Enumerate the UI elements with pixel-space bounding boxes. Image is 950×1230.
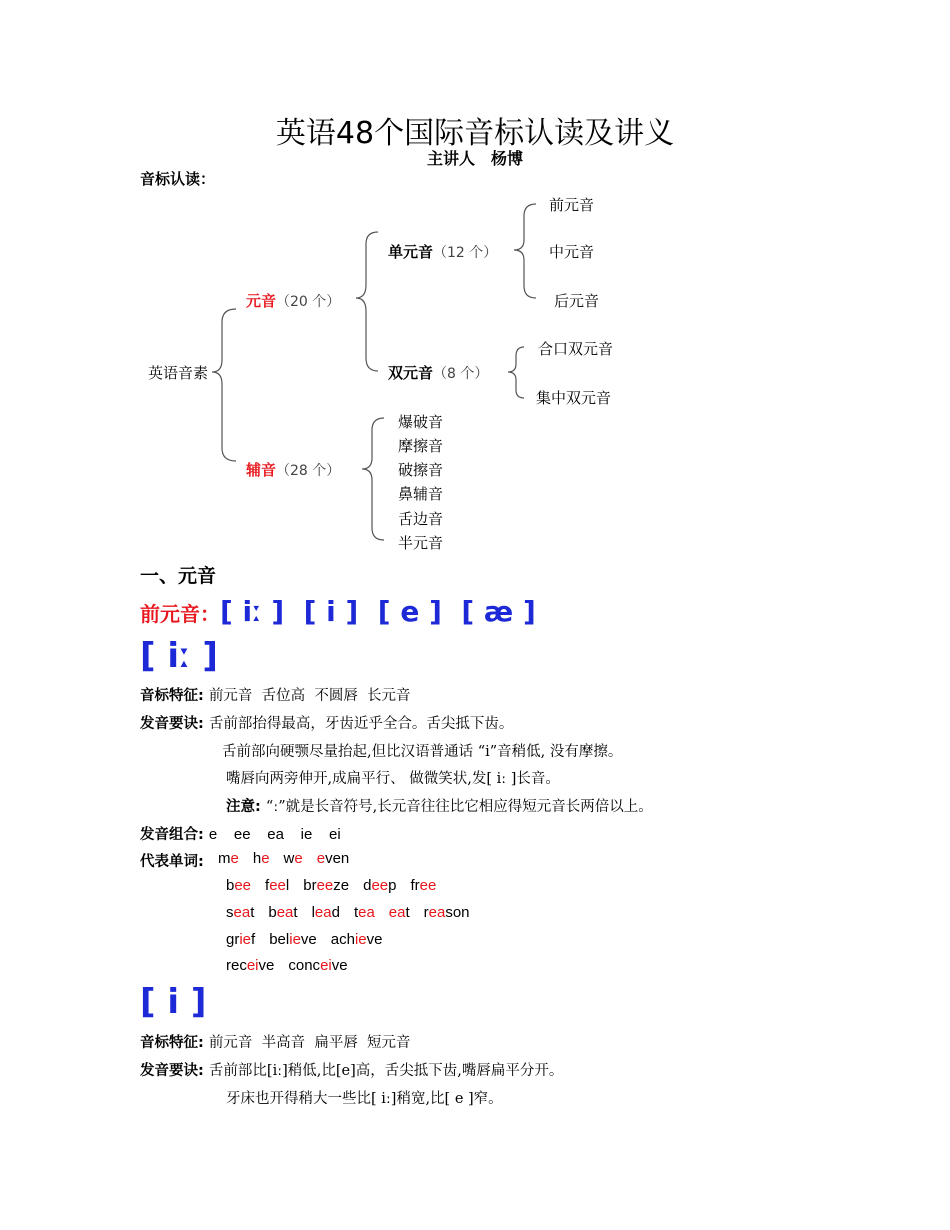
- pron-text: 嘴唇向两旁伸开,成扁平行、 做微笑状,发[ iː ]长音。: [226, 771, 560, 787]
- example-word: receive: [226, 957, 275, 974]
- di-count: （8 个）: [433, 366, 489, 382]
- highlighted-letters: e: [294, 850, 303, 867]
- consonant-item: 舌边音: [398, 510, 444, 528]
- section-heading: 一、元音: [140, 565, 217, 587]
- vowel-label: 元音: [246, 292, 277, 310]
- pron-text: 舌前部抬得最高，牙齿近乎全合。舌尖抵下齿。: [208, 716, 514, 732]
- words-label: 代表单词:: [140, 854, 204, 870]
- example-word: eat: [388, 904, 410, 921]
- example-word: beat: [268, 904, 298, 921]
- example-word: breeze: [303, 877, 350, 894]
- pron-text: 舌前部比[iː]稍低,比[e]高，舌尖抵下齿,嘴唇扁平分开。: [208, 1063, 564, 1079]
- i-pron-row: [140, 1059, 563, 1080]
- consonant-label: 辅音: [246, 461, 277, 479]
- example-word: conceive: [288, 957, 348, 974]
- example-word: reason: [423, 904, 470, 921]
- feature-text: 前元音 舌位高 不圆唇 长元音: [208, 688, 411, 704]
- di-brace: [508, 347, 524, 398]
- word-row: [226, 931, 396, 948]
- highlighted-letters: ie: [354, 931, 367, 948]
- example-word: grief: [226, 931, 256, 948]
- di-item: 合口双元音: [538, 340, 614, 358]
- iy-pron-row: [140, 712, 513, 733]
- vowel-count: （20 个）: [276, 294, 341, 310]
- example-word: tea: [353, 904, 375, 921]
- consonant-item: 破擦音: [398, 461, 444, 479]
- pron-text: 牙床也开得稍大一些比[ iː]稍宽,比[ e ]窄。: [226, 1091, 503, 1107]
- mono-node: [388, 241, 497, 262]
- highlighted-letters: ee: [419, 877, 437, 894]
- example-word: deep: [363, 877, 397, 894]
- highlighted-letters: ie: [239, 931, 252, 948]
- example-word: free: [410, 877, 437, 894]
- pron-text: 舌前部向硬颚尽量抬起,但比汉语普通话 “i”音稍低, 没有摩擦。: [222, 744, 623, 760]
- example-word: bee: [226, 877, 252, 894]
- example-word: seat: [226, 904, 255, 921]
- diagram-root: 英语音素: [148, 364, 209, 382]
- pron-label: 发音要诀:: [140, 716, 204, 732]
- highlighted-letters: e: [230, 850, 239, 867]
- example-word: he: [252, 850, 270, 867]
- mono-count: （12 个）: [433, 245, 498, 261]
- page-subtitle: 主讲人 杨博: [426, 149, 523, 168]
- consonant-item: 半元音: [398, 534, 444, 552]
- note-row: [226, 795, 653, 816]
- mono-item: 后元音: [554, 292, 600, 310]
- highlighted-letters: ea: [233, 904, 251, 921]
- i-feature-row: [140, 1031, 411, 1052]
- highlighted-letters: ie: [289, 931, 301, 948]
- consonant-item: 摩擦音: [398, 437, 444, 455]
- feature-label: 音标特征:: [140, 688, 204, 704]
- mono-item: 中元音: [549, 243, 595, 261]
- consonant-item: 鼻辅音: [398, 485, 444, 503]
- word-row: [226, 877, 450, 894]
- feature-text: 前元音 半高音 扁平唇 短元音: [208, 1035, 411, 1051]
- phonetic-symbol-i: [ i ]: [140, 982, 207, 1022]
- highlighted-letters: e: [261, 850, 270, 867]
- note-label: 注意:: [226, 799, 261, 815]
- highlighted-letters: ei: [320, 957, 332, 974]
- highlighted-letters: ee: [316, 877, 334, 894]
- root-brace: [212, 309, 236, 461]
- example-word: believe: [269, 931, 317, 948]
- highlighted-letters: ei: [246, 957, 259, 974]
- example-word: feel: [265, 877, 290, 894]
- highlighted-letters: ee: [269, 877, 286, 894]
- highlighted-letters: ee: [234, 877, 252, 894]
- combo-text: e ee ea ie ei: [208, 826, 341, 843]
- feature-label: 音标特征:: [140, 1035, 204, 1051]
- di-item: 集中双元音: [536, 389, 612, 407]
- vowel-brace: [356, 232, 378, 371]
- front-vowels-label: 前元音：: [140, 602, 220, 626]
- highlighted-letters: ea: [428, 904, 446, 921]
- di-label: 双元音: [388, 364, 434, 382]
- highlighted-letters: ea: [314, 904, 332, 921]
- word-row: [226, 904, 484, 921]
- example-word: we: [283, 850, 303, 867]
- example-word: achieve: [330, 931, 383, 948]
- combo-row: [140, 823, 341, 844]
- diagram-braces: [0, 0, 950, 600]
- word-row: [226, 957, 362, 974]
- example-word: lead: [311, 904, 340, 921]
- highlighted-letters: ee: [371, 877, 389, 894]
- word-row: [218, 850, 363, 867]
- mono-brace: [514, 204, 536, 298]
- highlighted-letters: ea: [358, 904, 375, 921]
- consonant-count: （28 个）: [276, 463, 341, 479]
- combo-label: 发音组合:: [140, 827, 204, 843]
- consonant-brace: [362, 418, 384, 540]
- page-title: 英语48个国际音标认读及讲义: [275, 116, 675, 151]
- pron-label: 发音要诀:: [140, 1063, 204, 1079]
- di-node: [388, 362, 488, 383]
- highlighted-letters: ea: [276, 904, 294, 921]
- phonetic-symbol-iy: [ iː ]: [140, 636, 218, 676]
- reading-heading: 音标认读：: [140, 170, 216, 188]
- front-vowels-symbols: [ iː ] [ i ] [ e ] [ æ ]: [220, 595, 536, 628]
- example-word: even: [316, 850, 350, 867]
- example-word: me: [218, 850, 239, 867]
- highlighted-letters: e: [316, 850, 326, 867]
- front-vowels-line: [140, 595, 536, 628]
- consonant-node: [246, 459, 340, 480]
- iy-feature-row: [140, 684, 411, 705]
- vowel-node: [246, 290, 340, 311]
- highlighted-letters: ea: [388, 904, 406, 921]
- mono-item: 前元音: [549, 196, 595, 214]
- consonant-item: 爆破音: [398, 413, 444, 431]
- mono-label: 单元音: [388, 243, 434, 261]
- note-text: “ː”就是长音符号,长元音往往比它相应得短元音长两倍以上。: [265, 799, 653, 815]
